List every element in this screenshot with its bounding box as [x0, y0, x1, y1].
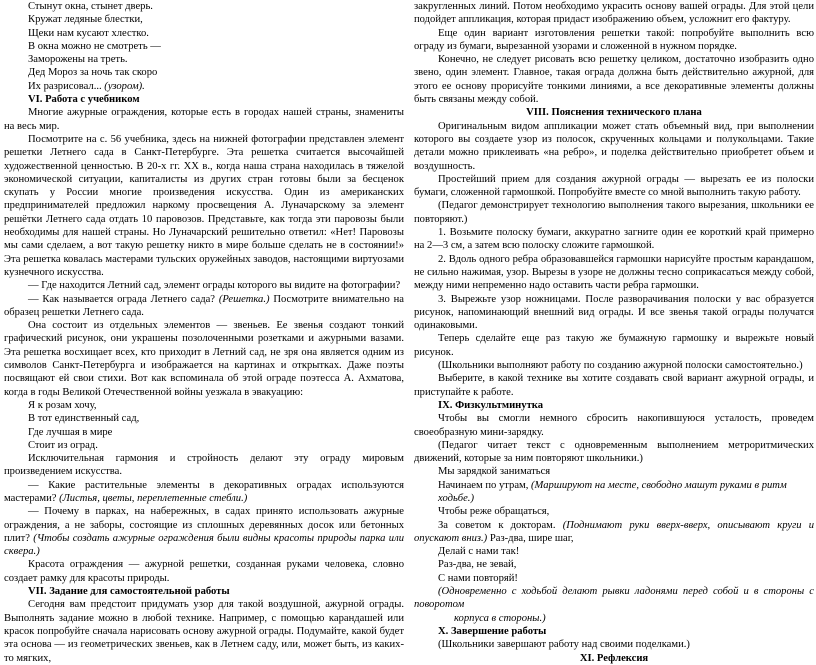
paragraph-note: (Листья, цветы, переплетенные стебли.)	[59, 492, 248, 504]
paragraph: Выберите, в какой технике вы хотите создавать свой вариант ажурной ограды, и приступайте к работе.	[414, 373, 814, 398]
verse-line: Стоит из оград.	[28, 439, 98, 451]
verse-line-with-note	[4, 80, 404, 93]
left-column	[4, 0, 404, 665]
verse-text: Их разрисовал...	[28, 80, 105, 92]
paragraph-with-note	[4, 479, 404, 506]
paragraph: закругленных линий. Потом необходимо украсить основу вашей ограды. Для этой цели подойдет аппликация, которая придаст изображению объем, усложнит его фактуру.	[414, 1, 814, 26]
paragraph: Теперь сделайте еще раз такую же бумажную гармошку и вырежьте новый рисунок.	[414, 333, 814, 358]
exercise-note-text: (Одновременно с ходьбой делают рывки ладонями перед собой и в стороны с поворотом	[414, 586, 814, 611]
paragraph: (Педагог читает текст с одновременным выполнением метроритмических движений, которые за ним повторяют школьники.)	[414, 439, 814, 465]
paragraph: Простейший прием для создания ажурной ограды — вырезать ее из полоски бумаги, сложенной гармошкой. Попробуйте вместе со мной выполнить такую работу.	[414, 173, 814, 199]
section-heading-viii: VIII. Пояснения технического плана	[526, 107, 702, 119]
verse-line: В окна можно не смотреть —	[28, 40, 161, 52]
verse-line: Дед Мороз за ночь так скоро	[28, 67, 158, 79]
exercise-note-text: корпуса в стороны.)	[454, 612, 546, 624]
paragraph-text: — Как называется ограда Летнего сада?	[28, 293, 219, 305]
right-column	[414, 0, 814, 665]
paragraph: Оригинальным видом аппликации может стать объемный вид, при выполнении которого вы создаете узор из полосок, скрученных кольцами и полукольцами. Такие детали можно приклеивать «на ребро», и поделка действительно приобретет объем и воздушность.	[414, 120, 814, 172]
verse-line: Я к розам хочу,	[28, 399, 97, 411]
verse-line: Щеки нам кусают хлестко.	[28, 27, 149, 39]
section-heading-x: X. Завершение работы	[438, 625, 547, 637]
exercise-line-with-note	[414, 519, 814, 546]
paragraph-text: Посмотрите внимательно на образец решетки Летнего сада.	[4, 293, 404, 318]
paragraph: Еще один вариант изготовления решетки такой: попробуйте выполнить всю ограду из бумаги, вырезанной узорами и сложенной в нужном порядке.	[414, 27, 814, 52]
paragraph: Она состоит из отдельных элементов — звеньев. Ее звенья создают тонкий графический рисунок, они украшены позолоченными розетками и ажурными вазами. Эта решетка восхищает всех, кто приходит в Летний сад, не зря она является одним из символов Санкт-Петербурга и изображается на картинах и открытках. Даже поэты посвящают ей свои стихи. Вот как вспоминала об этой ограде поэтесса А. Ахматова, когда в годы Великой Отечественной войны уезжала в эвакуацию:	[4, 320, 404, 398]
paragraph: Конечно, не следует рисовать всю решетку целиком, достаточно изобразить одно звено, один элемент. Главное, такая ограда должна быть действительно ажурной, для этого ее основу прорисуйте тонкими линиями, а все декоративные элементы должны быть связаны между собой.	[414, 54, 814, 106]
paragraph-note: (Чтобы создать ажурные ограждения были видны красоты природы парка или сквера.)	[4, 532, 404, 558]
paragraph: Исключительная гармония и стройность делают эту ограду мировым произведением искусства.	[4, 453, 404, 478]
verse-line: В тот единственный сад,	[28, 413, 140, 425]
paragraph: Многие ажурные ограждения, которые есть в городах нашей страны, знамениты на весь мир.	[4, 107, 404, 132]
paragraph-with-note	[4, 505, 404, 558]
exercise-text: Раз-два, шире шаг,	[487, 532, 574, 544]
paragraph: Чтобы вы смогли немного сбросить накопившуюся усталость, проведем своеобразную мини-зарядку.	[414, 413, 814, 438]
paragraph: 3. Вырежьте узор ножницами. После разворачивания полоски у вас образуется рисунок, напоминающий внешний вид ограды. И все звенья такой ограды получатся одинаковыми.	[414, 293, 814, 332]
paragraph-text: — Какие растительные элементы в декоративных оградах используются мастерами?	[4, 479, 404, 504]
exercise-note	[414, 585, 814, 612]
paragraph: — Где находится Летний сад, элемент ограды которого вы видите на фотографии?	[28, 280, 401, 292]
exercise-line: Делай с нами так!	[438, 546, 520, 558]
exercise-note: (Маршируют на месте, свободно машут руками в ритм ходьбе.)	[438, 479, 787, 504]
section-heading-xi: XI. Рефлексия	[579, 652, 649, 664]
exercise-line: Раз-два, не зевай,	[438, 559, 517, 571]
paragraph: (Школьники завершают работу над своими поделками.)	[438, 639, 690, 651]
exercise-text: Начинаем по утрам,	[438, 479, 532, 491]
paragraph-text: — Почему в парках, на набережных, в садах принято использовать ажурные ограждения, а не заборы, состоящие из сплошных деревянных досок или бетонных плит?	[4, 506, 404, 544]
paragraph: (Школьники выполняют работу по созданию ажурной полоски самостоятельно.)	[438, 360, 803, 372]
exercise-line-with-note	[414, 479, 814, 506]
exercise-line: Чтобы реже обращаться,	[438, 506, 550, 518]
exercise-text: За советом к докторам.	[438, 519, 563, 531]
verse-line: Стынут окна, стынет дверь.	[28, 1, 153, 12]
verse-note: (узором).	[104, 80, 145, 92]
section-heading-vi: VI. Работа с учебником	[28, 94, 140, 106]
section-heading-ix: IX. Физкультминутка	[438, 399, 544, 411]
paragraph: Посмотрите на с. 56 учебника, здесь на нижней фотографии представлен элемент решетки Летнего сада в Санкт-Петербурге. Эта решетка считается высочайшей художественной ценностью. В 20-х гг. XX в., когда наша страна находилась в тяжелой экономической ситуации, капиталисты из других стран готовы были за бесценок скупать у России многие произведения искусства. Один из американских предпринимателей предложил наркому просвещения А. Луначарскому за элемент решётки Летнего сада отдать 10 паровозов. Представьте, как тогда эти паровозы были необходимы для нашей страны. Но Луначарский решительно ответил: «Нет! Паровозы мы сами сделаем, а вот такую решетку никто в мире больше сделать не в состоянии!» Эта решетка ковалась мастерами тульских оружейных заводов, настоящими виртуозами кузнечного искусства.	[4, 133, 404, 278]
exercise-note: (Поднимают руки вверх-вверх, описывают круги и опускают вниз.)	[414, 519, 815, 544]
paragraph-note: (Решетка.)	[218, 293, 270, 305]
paragraph: 1. Возьмите полоску бумаги, аккуратно загните один ее короткий край примерно на 2—3 см, а затем всю полоску сложите гармошкой.	[414, 227, 814, 252]
exercise-line: Мы зарядкой заниматься	[438, 466, 551, 478]
paragraph: (Педагог демонстрирует технологию выполнения такого вырезания, школьники ее повторяют.)	[414, 200, 814, 225]
verse-line: Кружат ледяные блестки,	[28, 14, 143, 26]
verse-line: Заморожены на треть.	[28, 54, 128, 66]
paragraph: 2. Вдоль одного ребра образовавшейся гармошки нарисуйте простым карандашом, не сильно нажимая, узор. Вырезы в узоре не должны тесно соприкасаться между собой, между ними непременно надо оставить части ребра гармошки.	[414, 253, 814, 292]
exercise-line: С нами повторяй!	[438, 572, 518, 584]
section-heading-vii: VII. Задание для самостоятельной работы	[28, 586, 230, 598]
paragraph: Красота ограждения — ажурной решетки, созданная руками человека, словно создает рамку для красоты природы.	[4, 559, 404, 584]
verse-line: Где лучшая в мире	[28, 426, 113, 438]
paragraph-with-note	[4, 293, 404, 320]
paragraph: Сегодня вам предстоит придумать узор для такой воздушной, ажурной ограды. Выполнять задание можно в любой технике. Например, с помощью карандашей или красок попробуйте сначала нарисовать основу ажурной ограды. Подумайте, какой будет эта основа — из геометрических звеньев, как в Летнем саду, или, может быть, из каких-то мягких,	[4, 599, 404, 664]
exercise-note	[414, 612, 814, 625]
